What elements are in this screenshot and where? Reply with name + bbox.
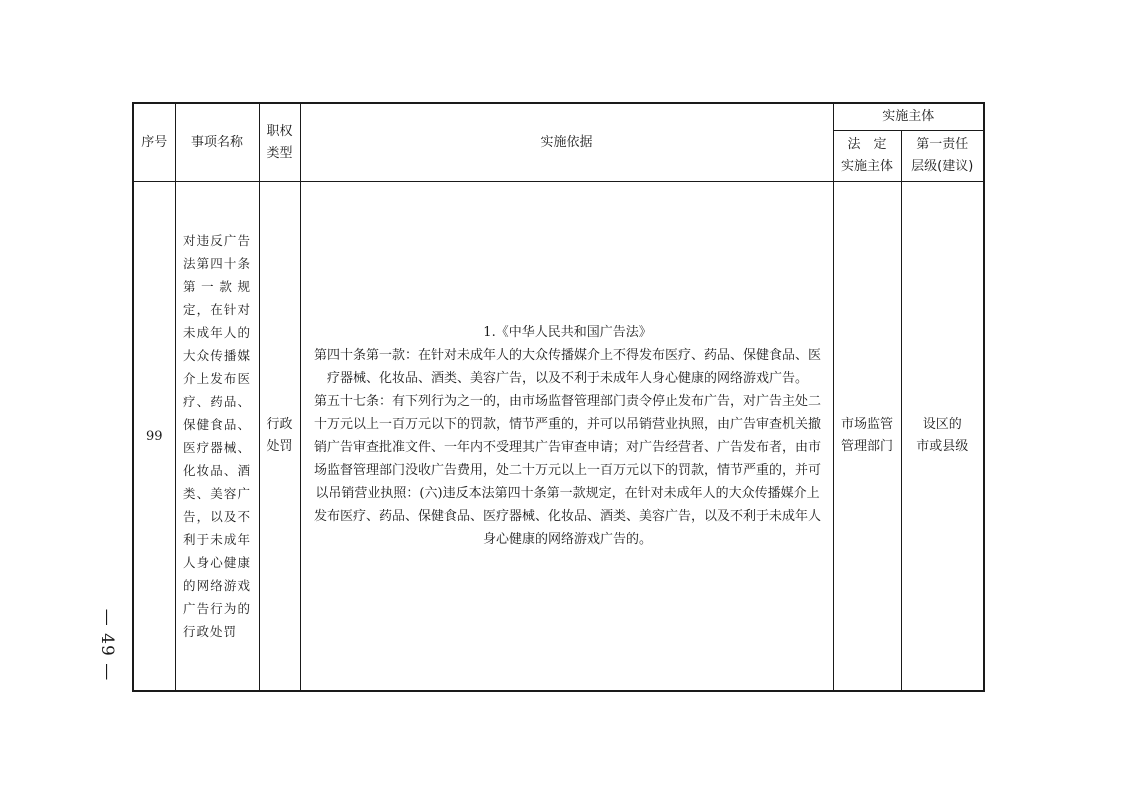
header-first-resp-line2: 层级(建议) bbox=[911, 159, 974, 174]
header-basis: 实施依据 bbox=[300, 103, 833, 182]
header-impl-subject: 实施主体 bbox=[833, 103, 984, 131]
cell-first-resp bbox=[901, 182, 984, 692]
table-row bbox=[133, 182, 984, 692]
power-type-line2: 处罚 bbox=[266, 439, 293, 454]
first-resp-line1: 设区的 bbox=[922, 417, 962, 432]
first-resp-line2: 市或县级 bbox=[916, 439, 969, 454]
header-legal-subject-line2: 实施主体 bbox=[840, 159, 893, 174]
header-power-type-line1: 职权 bbox=[266, 123, 293, 139]
header-legal-subject bbox=[833, 131, 901, 182]
basis-article-40: 第四十条第一款：在针对未成年人的大众传播媒介上不得发布医疗、药品、保健食品、医疗器械、化妆品、酒类、美容广告，以及不利于未成年人身心健康的网络游戏广告。 bbox=[313, 348, 821, 386]
header-first-resp-line1: 第一责任 bbox=[916, 137, 969, 152]
power-type-line1: 行政 bbox=[266, 417, 293, 432]
header-item-name: 事项名称 bbox=[175, 103, 259, 182]
item-name-text: 对违反广告法第四十条第一款规定，在针对未成年人的大众传播媒介上发布医疗、药品、保健食品、医疗器械、化妆品、酒类、美容广告，以及不利于未成年人身心健康的网络游戏广告行为的行政处罚 bbox=[183, 233, 251, 639]
cell-item-name bbox=[175, 182, 259, 692]
header-power-type-line2: 类型 bbox=[266, 145, 293, 161]
page-number-text: — 49 — bbox=[97, 608, 118, 682]
header-legal-subject-line1: 法 定 bbox=[847, 137, 887, 152]
enforcement-items-table bbox=[132, 102, 985, 692]
basis-article-57: 第五十七条：有下列行为之一的，由市场监督管理部门责令停止发布广告，对广告主处二十万元以上一百万元以下的罚款，情节严重的，并可以吊销营业执照，由广告审查机关撤销广告审查批准文件、一年内不受理其广告审查申请；对广告经营者、广告发布者，由市场监督管理部门没收广告费用，处二十万元以上一百万元以下的罚款，情节严重的，并可以吊销营业执照：(六)违反本法第四十条第一款规定，在针对未成年人的大众传播媒介上发布医疗、药品、保健食品、医疗器械、化妆品、酒类、美容广告，以及不利于未成年人身心健康的网络游戏广告的。 bbox=[313, 394, 821, 547]
header-seq: 序号 bbox=[133, 103, 175, 182]
header-power-type bbox=[259, 103, 300, 182]
header-row-1 bbox=[133, 103, 984, 131]
basis-law-title: 1.《中华人民共和国广告法》 bbox=[483, 325, 652, 340]
cell-basis bbox=[300, 182, 833, 692]
legal-subject-line2: 管理部门 bbox=[840, 439, 893, 454]
cell-seq: 99 bbox=[133, 182, 175, 692]
page-number bbox=[92, 600, 122, 690]
legal-subject-line1: 市场监管 bbox=[840, 417, 893, 432]
cell-legal-subject bbox=[833, 182, 901, 692]
header-first-resp bbox=[901, 131, 984, 182]
cell-power-type bbox=[259, 182, 300, 692]
